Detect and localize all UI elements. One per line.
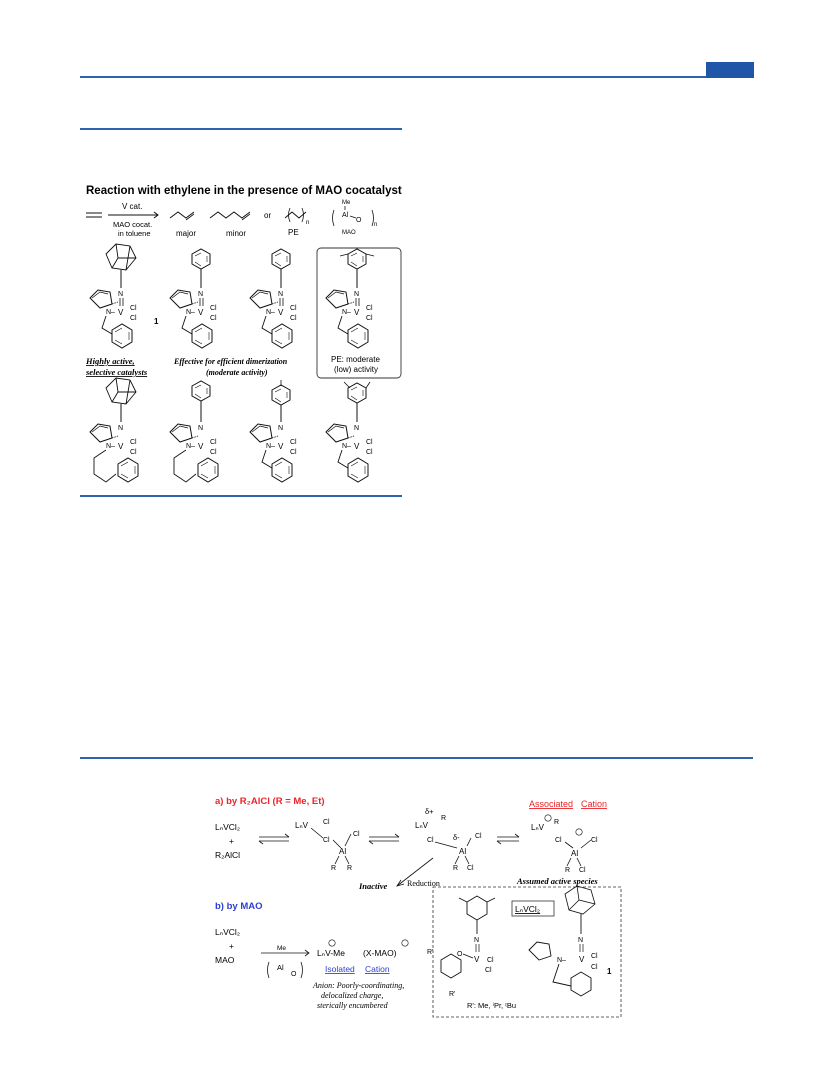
svg-text:Cl: Cl <box>290 315 297 322</box>
svg-text:R: R <box>554 819 560 826</box>
cocat-label-1: MAO cocat. <box>113 220 153 229</box>
svg-text:Cl: Cl <box>467 865 474 872</box>
lnv-me: LₙV-Me <box>317 948 345 958</box>
complex-2 <box>170 249 217 348</box>
svg-text:Cl: Cl <box>591 837 598 844</box>
figure2-scheme <box>205 790 627 1020</box>
svg-text:N–: N– <box>557 957 566 964</box>
svg-text:N: N <box>354 291 360 298</box>
svg-text:N–: N– <box>186 443 195 450</box>
or-label: or <box>264 211 272 220</box>
svg-text:Al: Al <box>459 847 467 856</box>
pe-n: n <box>306 220 310 226</box>
associated-cation-label: Cation <box>581 799 608 809</box>
complex-1-box <box>529 886 612 996</box>
equilibrium-arrow-2 <box>369 834 399 844</box>
caption-left-1: Highly active, <box>86 356 135 366</box>
anion-note-3: sterically encumbered <box>317 1001 388 1010</box>
svg-text:R': R' <box>449 991 456 998</box>
svg-text:N: N <box>118 291 124 298</box>
svg-text:Cl: Cl <box>290 449 297 456</box>
equilibrium-arrow-3 <box>497 834 519 844</box>
svg-text:N–: N– <box>186 309 195 316</box>
svg-text:Cl: Cl <box>427 837 434 844</box>
r-prime-note: R': Me, ⁱPr, ᵗBu <box>467 1001 517 1010</box>
svg-text:Cl: Cl <box>475 833 482 840</box>
figure2-top-rule <box>80 757 753 759</box>
mao-me: Me <box>342 200 351 206</box>
svg-text:Al: Al <box>571 849 579 858</box>
x-mao: (X-MAO) <box>363 948 397 958</box>
complex-3 <box>250 249 297 348</box>
svg-text:N: N <box>578 937 584 944</box>
complex-4 <box>326 249 374 348</box>
svg-text:V: V <box>579 955 585 964</box>
reaction-row <box>86 200 377 238</box>
svg-text:Cl: Cl <box>290 439 297 446</box>
caption-mid-2: (moderate activity) <box>206 368 268 377</box>
svg-text:V: V <box>198 442 204 451</box>
svg-text:Cl: Cl <box>130 449 137 456</box>
svg-text:N: N <box>198 291 204 298</box>
svg-text:Al: Al <box>277 963 284 972</box>
complex-6 <box>170 381 218 482</box>
svg-text:Cl: Cl <box>366 315 373 322</box>
svg-text:Cl: Cl <box>366 449 373 456</box>
svg-text:LₙV: LₙV <box>531 823 544 832</box>
svg-text:Cl: Cl <box>487 957 494 964</box>
svg-text:Cl: Cl <box>290 305 297 312</box>
svg-text:N–: N– <box>106 309 115 316</box>
svg-text:N: N <box>118 425 124 432</box>
svg-text:δ-: δ- <box>453 833 460 842</box>
anion-note-2: delocalized charge, <box>321 991 384 1000</box>
caption-mid-1: Effective for efficient dimerization <box>174 357 288 366</box>
cocat-label-2: in toluene <box>118 229 151 238</box>
svg-text:N–: N– <box>106 443 115 450</box>
svg-text:N: N <box>198 425 204 432</box>
b-plus: + <box>229 941 234 951</box>
label-1: 1 <box>154 317 159 326</box>
figure1-title: Reaction with ethylene in the presence of MAO cocatalyst <box>86 185 402 197</box>
b-mao: MAO <box>215 955 235 965</box>
svg-text:V: V <box>118 442 124 451</box>
svg-text:Cl: Cl <box>485 967 492 974</box>
svg-text:V: V <box>474 955 480 964</box>
svg-text:Cl: Cl <box>366 305 373 312</box>
svg-text:V: V <box>118 308 124 317</box>
svg-text:V: V <box>278 442 284 451</box>
svg-text:Cl: Cl <box>323 837 330 844</box>
svg-text:Cl: Cl <box>210 305 217 312</box>
anion-note-1: Anion: Poorly-coordinating, <box>313 981 405 990</box>
svg-text:LₙV: LₙV <box>415 821 428 830</box>
svg-text:O: O <box>457 951 463 958</box>
a-lnvcl2: LₙVCl₂ <box>215 822 241 832</box>
section-b-title: b) by MAO <box>215 901 263 912</box>
svg-text:Cl: Cl <box>591 953 598 960</box>
complex-7 <box>250 380 297 482</box>
box-text-2: (low) activity <box>334 365 379 374</box>
svg-text:N–: N– <box>266 443 275 450</box>
svg-text:N: N <box>278 291 284 298</box>
svg-text:R: R <box>565 867 571 874</box>
svg-text:Cl: Cl <box>130 305 137 312</box>
a-r2alcl: R₂AlCl <box>215 850 241 860</box>
mao-al: Al <box>342 212 349 219</box>
svg-text:R: R <box>453 865 459 872</box>
svg-text:V: V <box>354 442 360 451</box>
figure1-scheme <box>80 180 405 492</box>
inactive-label: Inactive <box>359 881 388 891</box>
svg-text:O: O <box>291 971 297 978</box>
svg-text:V: V <box>278 308 284 317</box>
svg-text:Cl: Cl <box>579 867 586 874</box>
figure2-svg <box>205 790 627 1020</box>
intermediate-polarized <box>415 807 482 872</box>
svg-text:R: R <box>441 815 447 822</box>
caption-left-2: selective catalysts <box>86 367 148 377</box>
svg-text:R: R <box>347 865 353 872</box>
svg-text:Al: Al <box>339 847 347 856</box>
svg-text:δ+: δ+ <box>425 807 434 816</box>
svg-text:Cl: Cl <box>210 449 217 456</box>
intermediate-bridged <box>295 819 360 872</box>
mao-structure <box>268 945 303 978</box>
svg-text:N: N <box>278 425 284 432</box>
header-rule <box>80 76 753 78</box>
svg-text:Cl: Cl <box>323 819 330 826</box>
svg-text:R: R <box>331 865 337 872</box>
mao-n: n <box>374 222 378 228</box>
svg-text:Cl: Cl <box>210 439 217 446</box>
figure1-bottom-rule <box>80 495 402 497</box>
assumed-active-label: Assumed active species <box>517 876 598 886</box>
major-label: major <box>176 229 197 238</box>
svg-text:R': R' <box>427 949 434 956</box>
associated-cation <box>531 815 598 874</box>
figure1-svg <box>80 180 405 492</box>
minor-label: minor <box>226 229 247 238</box>
svg-text:Cl: Cl <box>591 964 598 971</box>
box-lnvcl2: LₙVCl₂ <box>515 904 541 914</box>
svg-text:Cl: Cl <box>130 315 137 322</box>
svg-text:N: N <box>354 425 360 432</box>
svg-text:N–: N– <box>342 443 351 450</box>
svg-text:N–: N– <box>266 309 275 316</box>
complex-8 <box>326 382 373 482</box>
page-badge <box>706 62 754 78</box>
isolated-cation-label: Cation <box>365 964 390 974</box>
figure1-top-rule <box>80 128 402 130</box>
svg-text:N: N <box>474 937 480 944</box>
complex-1 <box>90 244 159 348</box>
svg-text:Cl: Cl <box>130 439 137 446</box>
box-text-1: PE: moderate <box>331 355 380 364</box>
a-plus: + <box>229 836 234 846</box>
mao-label: MAO <box>342 230 356 236</box>
svg-text:Me: Me <box>277 945 287 952</box>
box-label-1: 1 <box>607 967 612 976</box>
svg-text:V: V <box>198 308 204 317</box>
equilibrium-arrow-1 <box>259 834 289 844</box>
mao-o: O <box>356 217 362 224</box>
svg-text:Cl: Cl <box>353 831 360 838</box>
complex-5 <box>90 378 138 482</box>
associated-label: Associated <box>529 799 574 809</box>
svg-text:LₙV: LₙV <box>295 821 308 830</box>
svg-text:Cl: Cl <box>210 315 217 322</box>
svg-text:Cl: Cl <box>366 439 373 446</box>
phenoxy-imido-complex <box>427 896 495 998</box>
reduction-label: Reduction <box>407 879 440 888</box>
svg-text:N–: N– <box>342 309 351 316</box>
isolated-label: Isolated <box>325 964 355 974</box>
vcat-label: V cat. <box>122 202 143 211</box>
svg-text:V: V <box>354 308 360 317</box>
b-lnvcl2: LₙVCl₂ <box>215 927 241 937</box>
section-a-title: a) by R₂AlCl (R = Me, Et) <box>215 796 325 807</box>
svg-text:Cl: Cl <box>555 837 562 844</box>
pe-label: PE <box>288 228 299 237</box>
